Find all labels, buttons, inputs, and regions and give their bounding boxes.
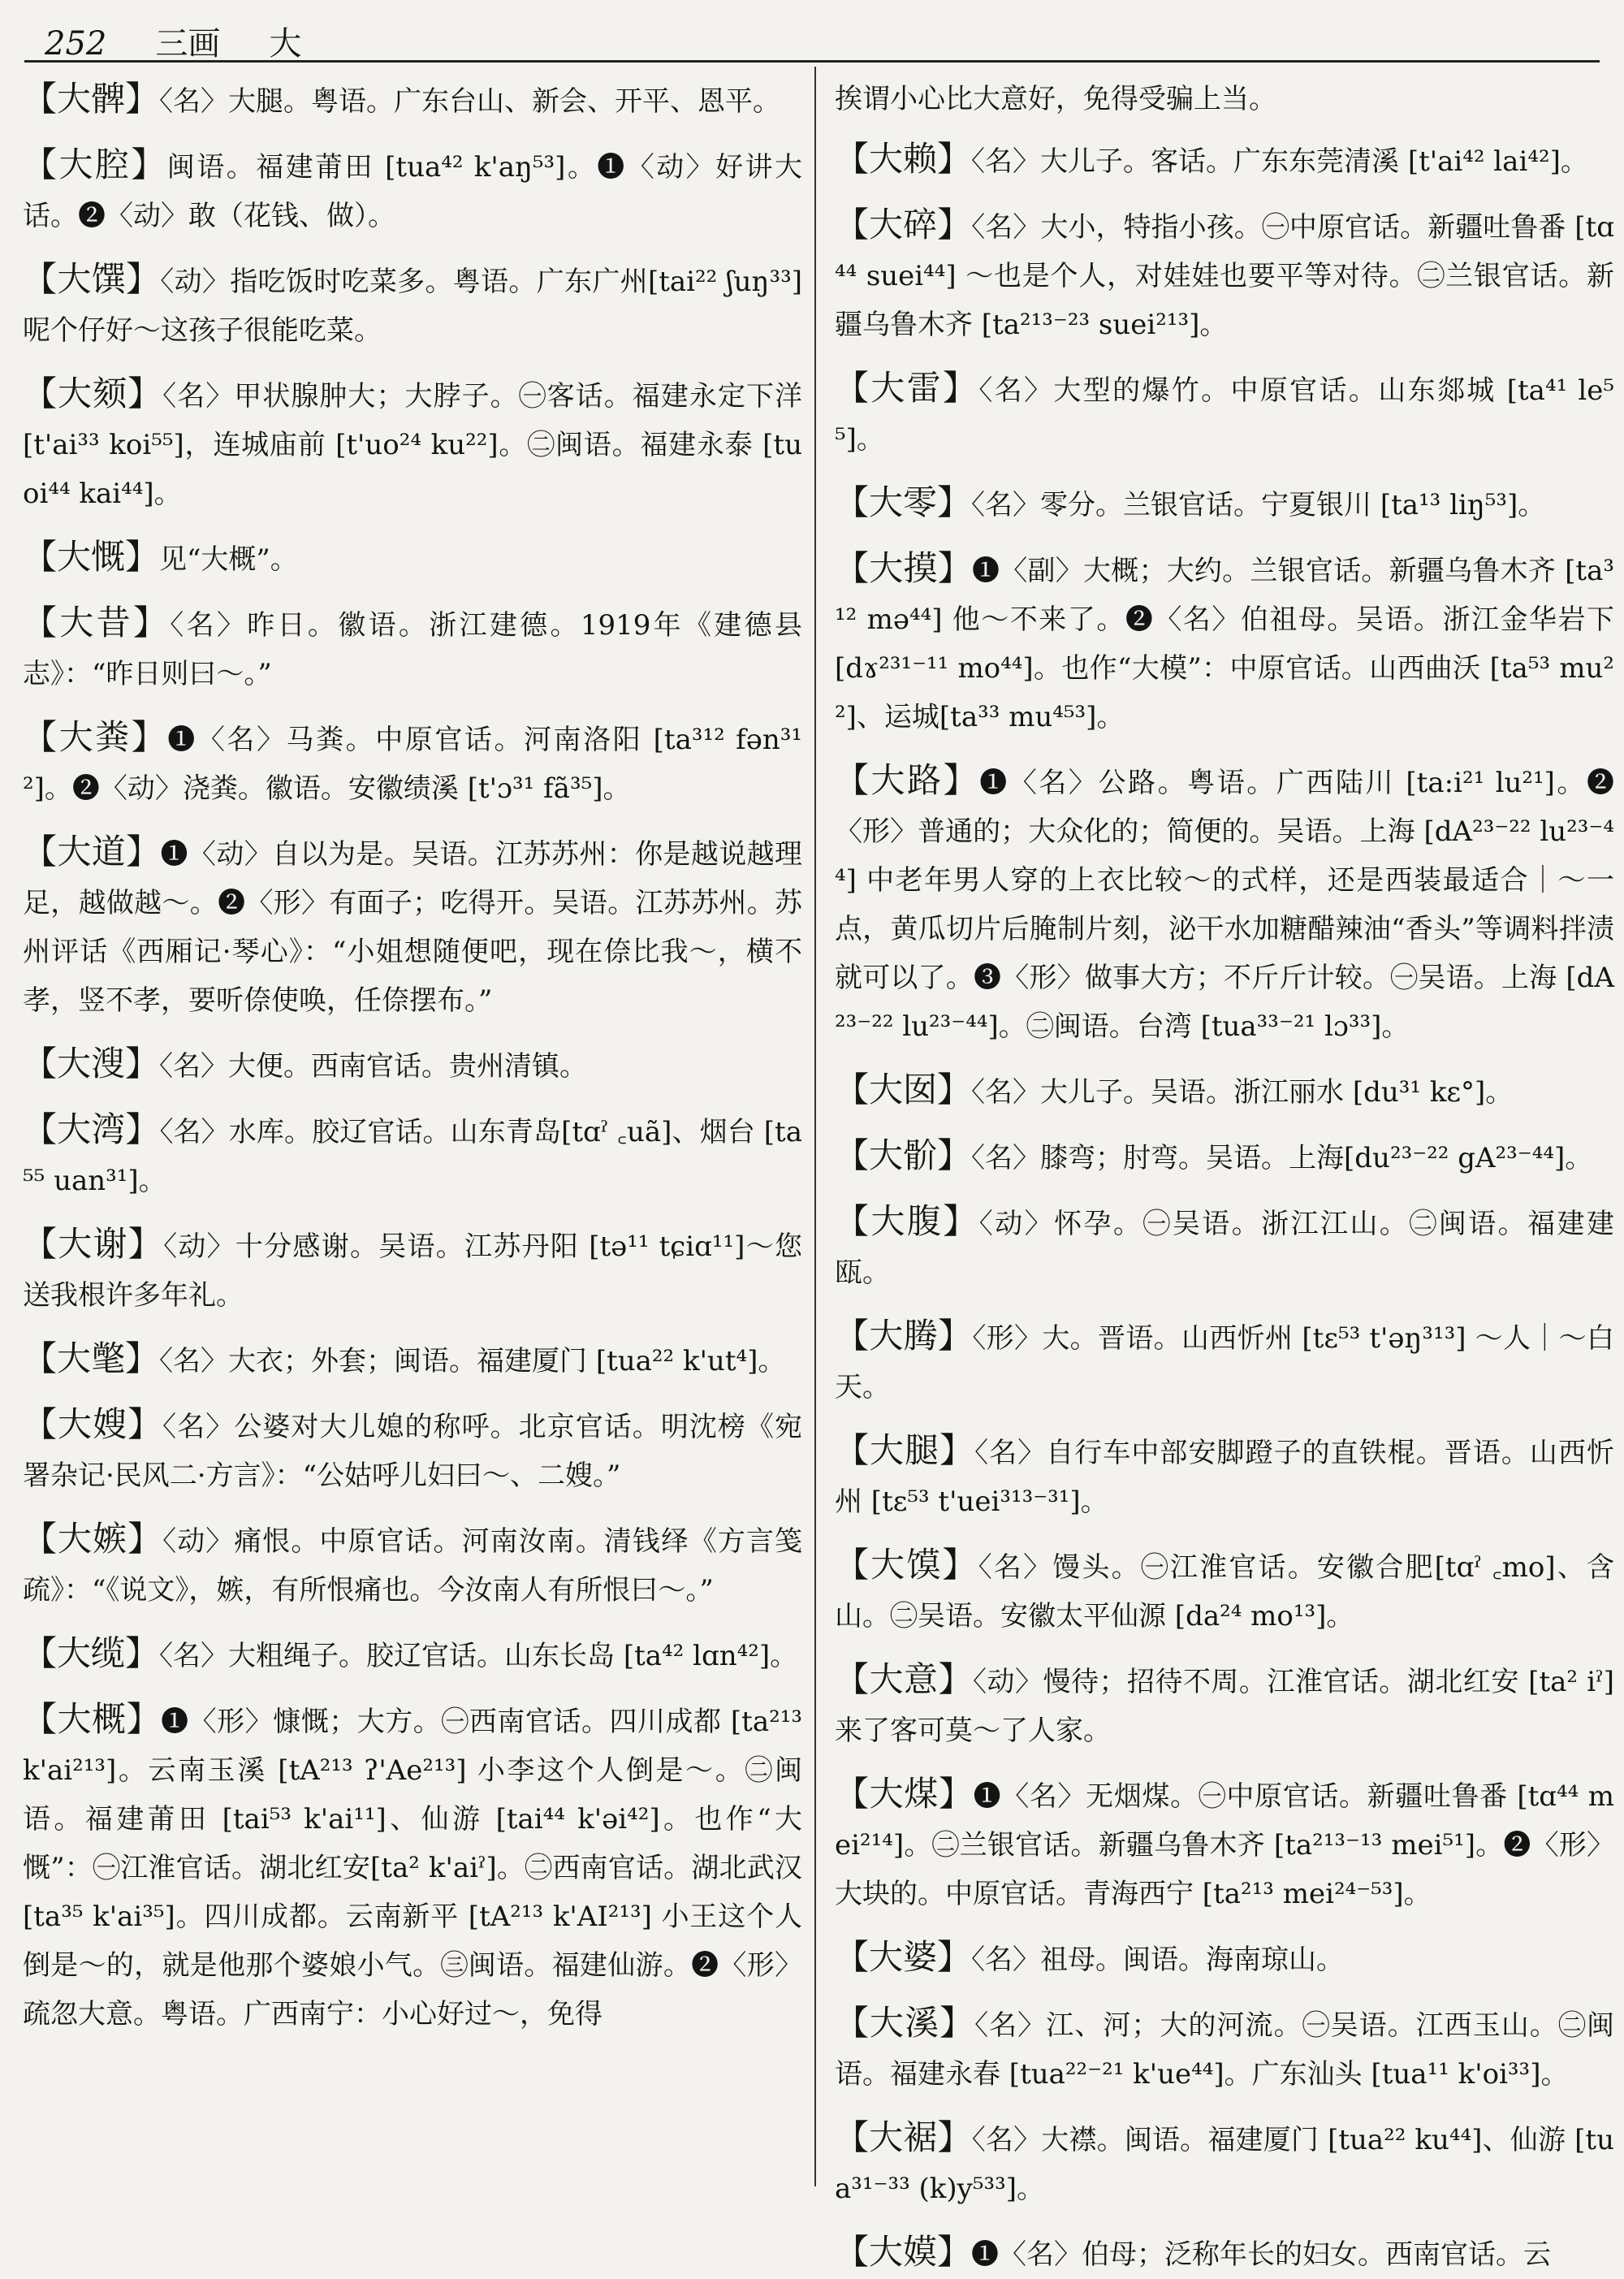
entry-headword: 【大婆】 xyxy=(835,1937,972,1977)
dictionary-entry xyxy=(835,201,1614,349)
entry-definition: ❶〈名〉公路。粤语。广西陆川 [ta:i²¹ lu²¹]。❷〈形〉普通的；大众化的；简便的。吴语。上海 [dA²³⁻²² lu²³⁻⁴⁴] 中老年男人穿的上衣比较～的式样，还是西装最适合｜～一点，黄瓜切片后腌制片刻，泌干水加糖醋辣油“香头”等调料拌渍就可以了。❸〈形〉做事大方；不斤斤计较。㊀吴语。上海 [dA²³⁻²² lu²³⁻⁴⁴]。㊁闽语。台湾 [tua³³⁻²¹ lɔ³³]。 xyxy=(835,767,1614,1043)
entry-definition: ❶〈形〉慷慨；大方。㊀西南官话。四川成都 [ta²¹³ k'ai²¹³]。云南玉溪 [tA²¹³ ʔ'Ae²¹³] 小李这个人倒是～。㊁闽语。福建莆田 [tai⁵³ k'ai¹¹]、仙游 [tai⁴⁴ k'əi⁴²]。也作“大慨”：㊀江淮官话。湖北红安[ta² k'aiˀ]。㊁西南官话。湖北武汉[ta³⁵ k'ai³⁵]。四川成都。云南新平 [tA²¹³ k'AI²¹³] 小王这个人倒是～的，就是他那个婆娘小气。㊂闽语。福建仙游。❷〈形〉疏忽大意。粤语。广西南宁：小心好过～，免得 xyxy=(23,1706,802,2030)
entry-definition: 〈名〉大小，特指小孩。㊀中原官话。新疆吐鲁番 [tɑ⁴⁴ suei⁴⁴] ～也是个人，对娃娃也要平等对待。㊁兰银官话。新疆乌鲁木齐 [ta²¹³⁻²³ suei²¹³]。 xyxy=(835,211,1614,341)
entry-definition: 〈名〉大型的爆竹。中原官话。山东郯城 [ta⁴¹ le⁵⁵]。 xyxy=(835,374,1614,456)
section-label: 三画 xyxy=(155,25,221,63)
entry-definition: ❶〈名〉伯母；泛称年长的妇女。西南官话。云 xyxy=(971,2238,1552,2271)
dictionary-entry xyxy=(835,1541,1614,1641)
entry-definition: 〈名〉自行车中部安脚蹬子的直铁棍。晋语。山西忻州 [tɛ⁵³ t'uei³¹³⁻³¹]。 xyxy=(835,1437,1614,1518)
dictionary-entry xyxy=(835,364,1614,464)
dictionary-entry xyxy=(23,1400,802,1500)
entry-definition: 〈名〉水库。胶辽官话。山东青岛[tɑˀ ꜀uã]、烟台 [ta⁵⁵ uan³¹]。 xyxy=(23,1116,802,1197)
dictionary-entry xyxy=(23,1629,802,1680)
entry-headword: 【大馍】 xyxy=(835,1545,978,1585)
entry-headword: 【大腔】 xyxy=(23,145,167,184)
entry-definition: 〈形〉大。晋语。山西忻州 [tɛ⁵³ t'əŋ³¹³] ～人｜～白天。 xyxy=(835,1322,1614,1403)
entry-headword: 【大嫂】 xyxy=(23,1404,163,1444)
entry-headword: 【大碎】 xyxy=(835,205,972,244)
entry-headword: 【大湾】 xyxy=(23,1109,160,1149)
dictionary-entry xyxy=(835,756,1614,1051)
dictionary-entry xyxy=(835,135,1614,186)
entry-headword: 【大雷】 xyxy=(835,368,979,408)
dictionary-entry xyxy=(23,599,802,698)
entry-definition: 〈名〉馒头。㊀江淮官话。安徽合肥[tɑˀ ꜀mo]、含山。㊁吴语。安徽太平仙源 [da²⁴ mo¹³]。 xyxy=(835,1551,1614,1632)
right-column xyxy=(835,75,1614,2272)
entry-headword: 【大慨】 xyxy=(23,537,160,577)
entry-headword: 【大腹】 xyxy=(835,1201,979,1241)
dictionary-entry xyxy=(835,1131,1614,1183)
dictionary-entry xyxy=(23,255,802,355)
dictionary-entry xyxy=(23,1515,802,1615)
dictionary-entry xyxy=(23,1695,802,2039)
dictionary-entry xyxy=(835,544,1614,742)
entry-definition: 〈动〉慢待；招待不周。江淮官话。湖北红安 [ta² iˀ] 来了客可莫～了人家。 xyxy=(835,1666,1614,1747)
dictionary-entry xyxy=(23,370,802,518)
column-divider xyxy=(814,67,816,2186)
entry-definition: 〈名〉昨日。徽语。浙江建德。1919年《建德县志》：“昨日则曰～。” xyxy=(23,609,802,690)
entry-headword: 【大氅】 xyxy=(23,1338,160,1378)
entry-headword: 【大粪】 xyxy=(23,717,168,757)
entry-headword: 【大昔】 xyxy=(23,603,171,642)
entry-definition: ❶〈名〉无烟煤。㊀中原官话。新疆吐鲁番 [tɑ⁴⁴ mei²¹⁴]。㊁兰银官话。新疆乌鲁木齐 [ta²¹³⁻¹³ mei⁵¹]。❷〈形〉大块的。中原官话。青海西宁 [ta²¹³ mei²⁴⁻⁵³]。 xyxy=(835,1780,1614,1910)
entry-definition: 〈名〉大儿子。客话。广东东莞清溪 [t'ai⁴² lai⁴²]。 xyxy=(971,145,1588,178)
entry-headword: 【大道】 xyxy=(23,832,161,871)
entry-headword: 【大腾】 xyxy=(835,1316,973,1356)
entry-headword: 【大颏】 xyxy=(23,374,163,413)
entry-definition: ❶〈副〉大概；大约。兰银官话。新疆乌鲁木齐 [ta³¹² mə⁴⁴] 他～不来了。❷〈名〉伯祖母。吴语。浙江金华岩下 [dɤ²³¹⁻¹¹ mo⁴⁴]。也作“大模”：中原官话。山西曲沃 [ta⁵³ mu²²]、运城[ta³³ mu⁴⁵³]。 xyxy=(835,555,1614,733)
dictionary-entry xyxy=(23,828,802,1025)
dictionary-entry xyxy=(835,1999,1614,2099)
entry-definition: ❶〈动〉自以为是。吴语。江苏苏州：你是越说越理足，越做越～。❷〈形〉有面子；吃得开。吴语。江苏苏州。苏州评话《西厢记·琴心》：“小姐想随便吧，现在倷比我～，横不孝，竖不孝，要听倷使唤，任倷摆布。” xyxy=(23,838,802,1017)
entry-headword: 【大裾】 xyxy=(835,2117,972,2157)
entry-definition: 〈动〉怀孕。㊀吴语。浙江江山。㊁闽语。福建建瓯。 xyxy=(835,1208,1614,1289)
dictionary-entry xyxy=(835,2228,1614,2279)
entry-headword: 【大煤】 xyxy=(835,1774,974,1814)
entry-headword: 【大赖】 xyxy=(835,139,972,179)
dictionary-entry xyxy=(23,1220,802,1320)
entry-definition: 〈名〉甲状腺肿大；大脖子。㊀客话。福建永定下洋 [t'ai³³ koi⁵⁵]，连城庙前 [t'uo²⁴ ku²²]。㊁闽语。福建永泰 [tuoi⁴⁴ kai⁴⁴]。 xyxy=(23,380,802,510)
radical-label: 大 xyxy=(269,25,302,63)
dictionary-entry xyxy=(835,1312,1614,1412)
entry-headword: 【大路】 xyxy=(835,760,980,800)
dictionary-entry xyxy=(835,1426,1614,1526)
entry-headword: 【大意】 xyxy=(835,1659,973,1699)
entry-definition: 〈动〉十分感谢。吴语。江苏丹阳 [tə¹¹ tɕiɑ¹¹]～您送我根许多年礼。 xyxy=(23,1230,802,1312)
entry-definition: 〈名〉大便。西南官话。贵州清镇。 xyxy=(159,1050,588,1083)
entry-definition: 挨谓小心比大意好，免得受骗上当。 xyxy=(835,83,1276,115)
entry-definition: 〈名〉零分。兰银官话。宁夏银川 [ta¹³ liŋ⁵³]。 xyxy=(971,489,1546,521)
entry-definition: 〈名〉大腿。粤语。广东台山、新会、开平、恩平。 xyxy=(159,85,781,118)
dictionary-entry xyxy=(23,141,802,240)
dictionary-entry xyxy=(835,2113,1614,2213)
entry-headword: 【大髀】 xyxy=(23,79,160,119)
dictionary-entry xyxy=(23,1040,802,1091)
entry-definition: 〈名〉大粗绳子。胶辽官话。山东长岛 [ta⁴² lɑn⁴²]。 xyxy=(159,1640,798,1672)
entry-headword: 【大溲】 xyxy=(23,1044,160,1083)
entry-definition: ❶〈名〉马粪。中原官话。河南洛阳 [ta³¹² fən³¹²]。❷〈动〉浇粪。徽语。安徽绩溪 [t'ɔ³¹ fã³⁵]。 xyxy=(23,724,802,805)
entry-headword: 【大缆】 xyxy=(23,1633,160,1673)
entry-headword: 【大骱】 xyxy=(835,1135,972,1175)
dictionary-entry xyxy=(835,1933,1614,1984)
page-number: 252 xyxy=(45,25,107,63)
dictionary-entry xyxy=(835,1066,1614,1117)
entry-definition: 〈名〉大襟。闽语。福建厦门 [tua²² ku⁴⁴]、仙游 [tua³¹⁻³³ (k)y⁵³³]。 xyxy=(835,2124,1614,2205)
dictionary-entry xyxy=(23,1334,802,1386)
entry-definition: 〈名〉公婆对大儿媳的称呼。北京官话。明沈榜《宛署杂记·民风二·方言》：“公姑呼儿妇曰～、二嫂。” xyxy=(23,1411,802,1492)
entry-definition: 〈名〉大衣；外套；闽语。福建厦门 [tua²² k'ut⁴]。 xyxy=(159,1345,786,1377)
dictionary-entry xyxy=(23,75,802,126)
running-head xyxy=(45,18,302,63)
entry-headword: 【大嫫】 xyxy=(835,2232,972,2272)
entry-headword: 【大腿】 xyxy=(835,1430,975,1470)
entry-headword: 【大溪】 xyxy=(835,2003,975,2043)
entry-definition: 〈动〉痛恨。中原官话。河南汝南。清钱绎《方言笺疏》：“《说文》，嫉，有所恨痛也。今汝南人有所恨曰～。” xyxy=(23,1525,802,1607)
entry-headword: 【大谢】 xyxy=(23,1224,164,1264)
dictionary-entry xyxy=(835,1655,1614,1755)
entry-headword: 【大嫉】 xyxy=(23,1519,163,1559)
dictionary-entry xyxy=(835,75,1614,123)
entry-headword: 【大馔】 xyxy=(23,259,161,299)
entry-definition: 〈名〉江、河；大的河流。㊀吴语。江西玉山。㊁闽语。福建永春 [tua²²⁻²¹ k'ue⁴⁴]。广东汕头 [tua¹¹ k'oi³³]。 xyxy=(835,2009,1614,2091)
entry-headword: 【大摸】 xyxy=(835,548,972,588)
dictionary-entry xyxy=(23,713,802,813)
entry-definition: 〈动〉指吃饭时吃菜多。粤语。广东广州[tai²² ʃuŋ³³] 呢个仔好～这孩子很能吃菜。 xyxy=(23,266,802,347)
entry-headword: 【大囡】 xyxy=(835,1070,972,1109)
entry-definition: 见“大概”。 xyxy=(159,543,298,576)
dictionary-entry xyxy=(835,478,1614,530)
dictionary-entry xyxy=(23,1105,802,1205)
entry-headword: 【大零】 xyxy=(835,482,972,522)
header-rule xyxy=(24,60,1600,63)
dictionary-entry xyxy=(835,1770,1614,1918)
left-column xyxy=(23,75,802,2182)
entry-definition: 〈名〉大儿子。吴语。浙江丽水 [du³¹ kɛ°]。 xyxy=(971,1076,1514,1109)
entry-definition: 〈名〉膝弯；肘弯。吴语。上海[du²³⁻²² gA²³⁻⁴⁴]。 xyxy=(971,1142,1593,1174)
entry-headword: 【大概】 xyxy=(23,1699,162,1739)
entry-definition: 闽语。福建莆田 [tua⁴² k'aŋ⁵³]。❶〈动〉好讲大话。❷〈动〉敢（花钱、做）。 xyxy=(23,151,802,232)
dictionary-entry xyxy=(835,1197,1614,1297)
dictionary-entry xyxy=(23,533,802,584)
entry-definition: 〈名〉祖母。闽语。海南琼山。 xyxy=(971,1944,1345,1976)
